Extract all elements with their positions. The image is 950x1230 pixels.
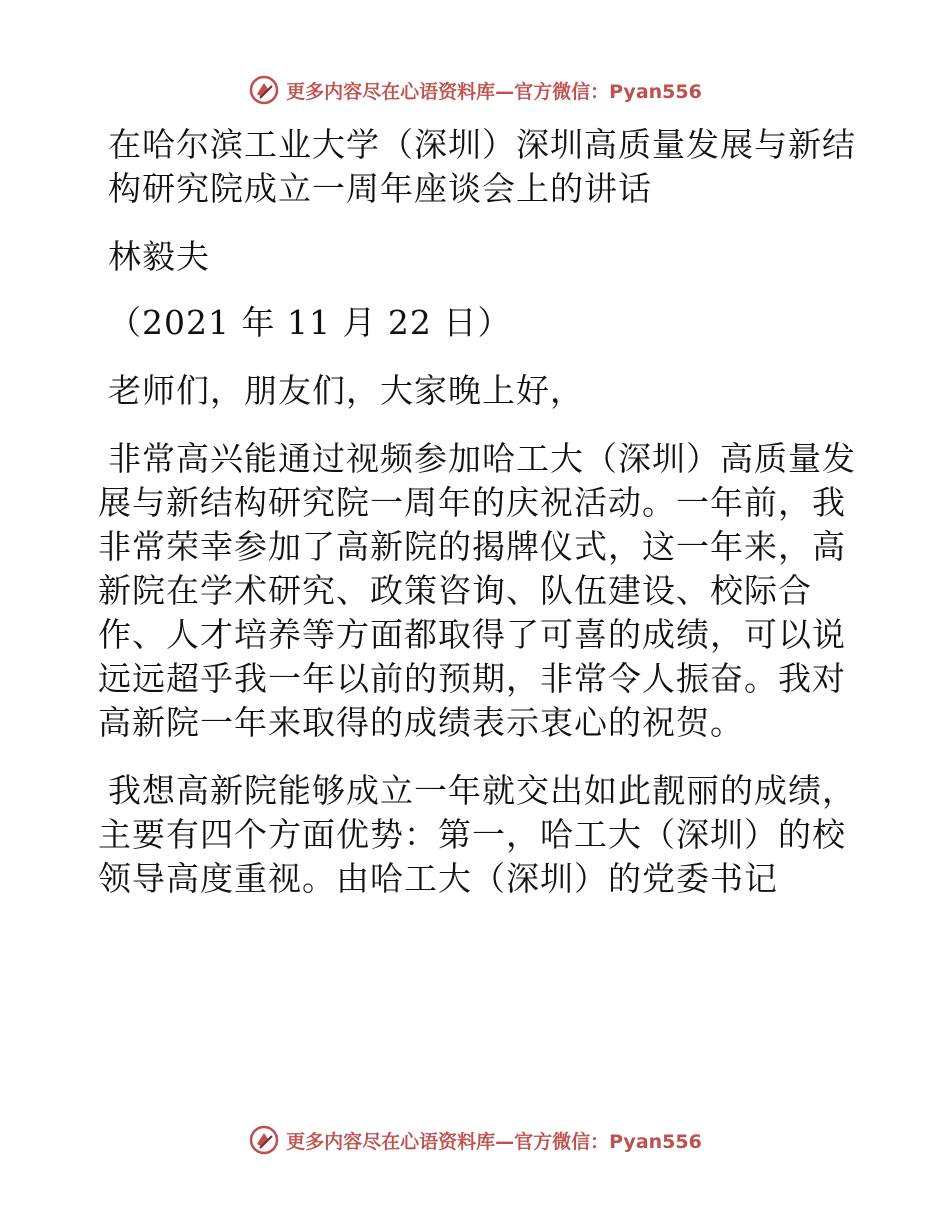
watermark-text: 更多内容尽在心语资料库—官方微信：Pyan556 [286, 80, 702, 103]
document-title: 在哈尔滨工业大学（深圳）深圳高质量发展与新结构研究院成立一周年座谈会上的讲话 [108, 125, 856, 208]
document-author: 林毅夫 [108, 237, 210, 276]
watermark-header [0, 70, 950, 110]
watermark-text: 更多内容尽在心语资料库—官方微信：Pyan556 [286, 1130, 702, 1153]
document-date: （2021 年 11 月 22 日） [108, 303, 512, 342]
document-greeting: 老师们，朋友们，大家晚上好， [108, 371, 584, 410]
watermark-footer [0, 1120, 950, 1160]
brand-logo-icon [248, 1124, 280, 1156]
document-body [98, 123, 858, 925]
paragraph: 非常高兴能通过视频参加哈工大（深圳）高质量发展与新结构研究院一周年的庆祝活动。一年前，我非常荣幸参加了高新院的揭牌仪式，这一年来，高新院在学术研究、政策咨询、队伍建设、校际合作、人才培养等方面都取得了可喜的成绩，可以说远远超乎我一年以前的预期，非常令人振奋。我对高新院一年来取得的成绩表示衷心的祝贺。 [98, 439, 856, 742]
brand-logo-icon [248, 74, 280, 106]
paragraph: 我想高新院能够成立一年就交出如此靓丽的成绩，主要有四个方面优势：第一，哈工大（深圳）的校领导高度重视。由哈工大（深圳）的党委书记 [98, 771, 856, 898]
